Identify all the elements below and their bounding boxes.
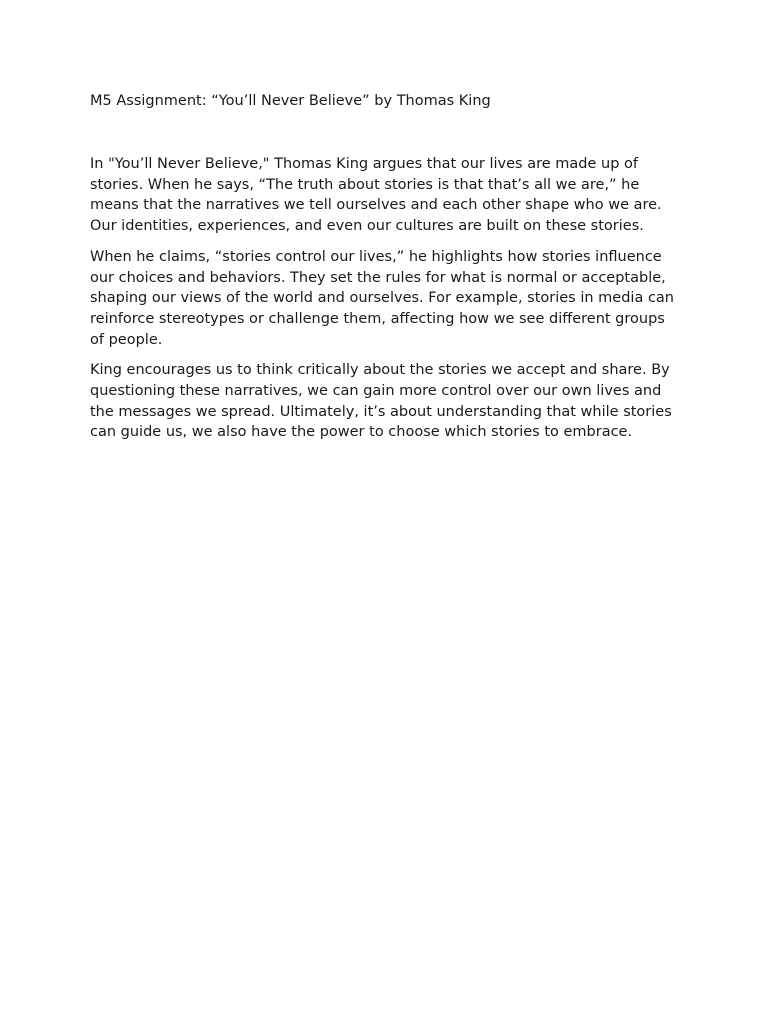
document-content [90, 91, 680, 453]
paragraph-2: When he claims, “stories control our lives,” he highlights how stories influence our choices and behaviors. They set the rules for what is normal or acceptable, shaping our views of the world and ourselves. For example, stories in media can reinforce stereotypes or challenge them, affecting how we see different groups of people. [90, 248, 674, 348]
paragraph-1: In "You’ll Never Believe," Thomas King argues that our lives are made up of stories. When he says, “The truth about stories is that that’s all we are,” he means that the narratives we tell ourselves and each other shape who we are. Our identities, experiences, and even our cultures are built on these stories. [90, 156, 662, 235]
document-title: M5 Assignment: “You’ll Never Believe” by Thomas King [90, 93, 491, 109]
paragraph-3: King encourages us to think critically about the stories we accept and share. By questioning these narratives, we can gain more control over our own lives and the messages we spread. Ultimately, it’s about understanding that while stories can guide us, we also have the power to choose which stories to embrace. [90, 362, 672, 441]
document-body [90, 154, 680, 443]
